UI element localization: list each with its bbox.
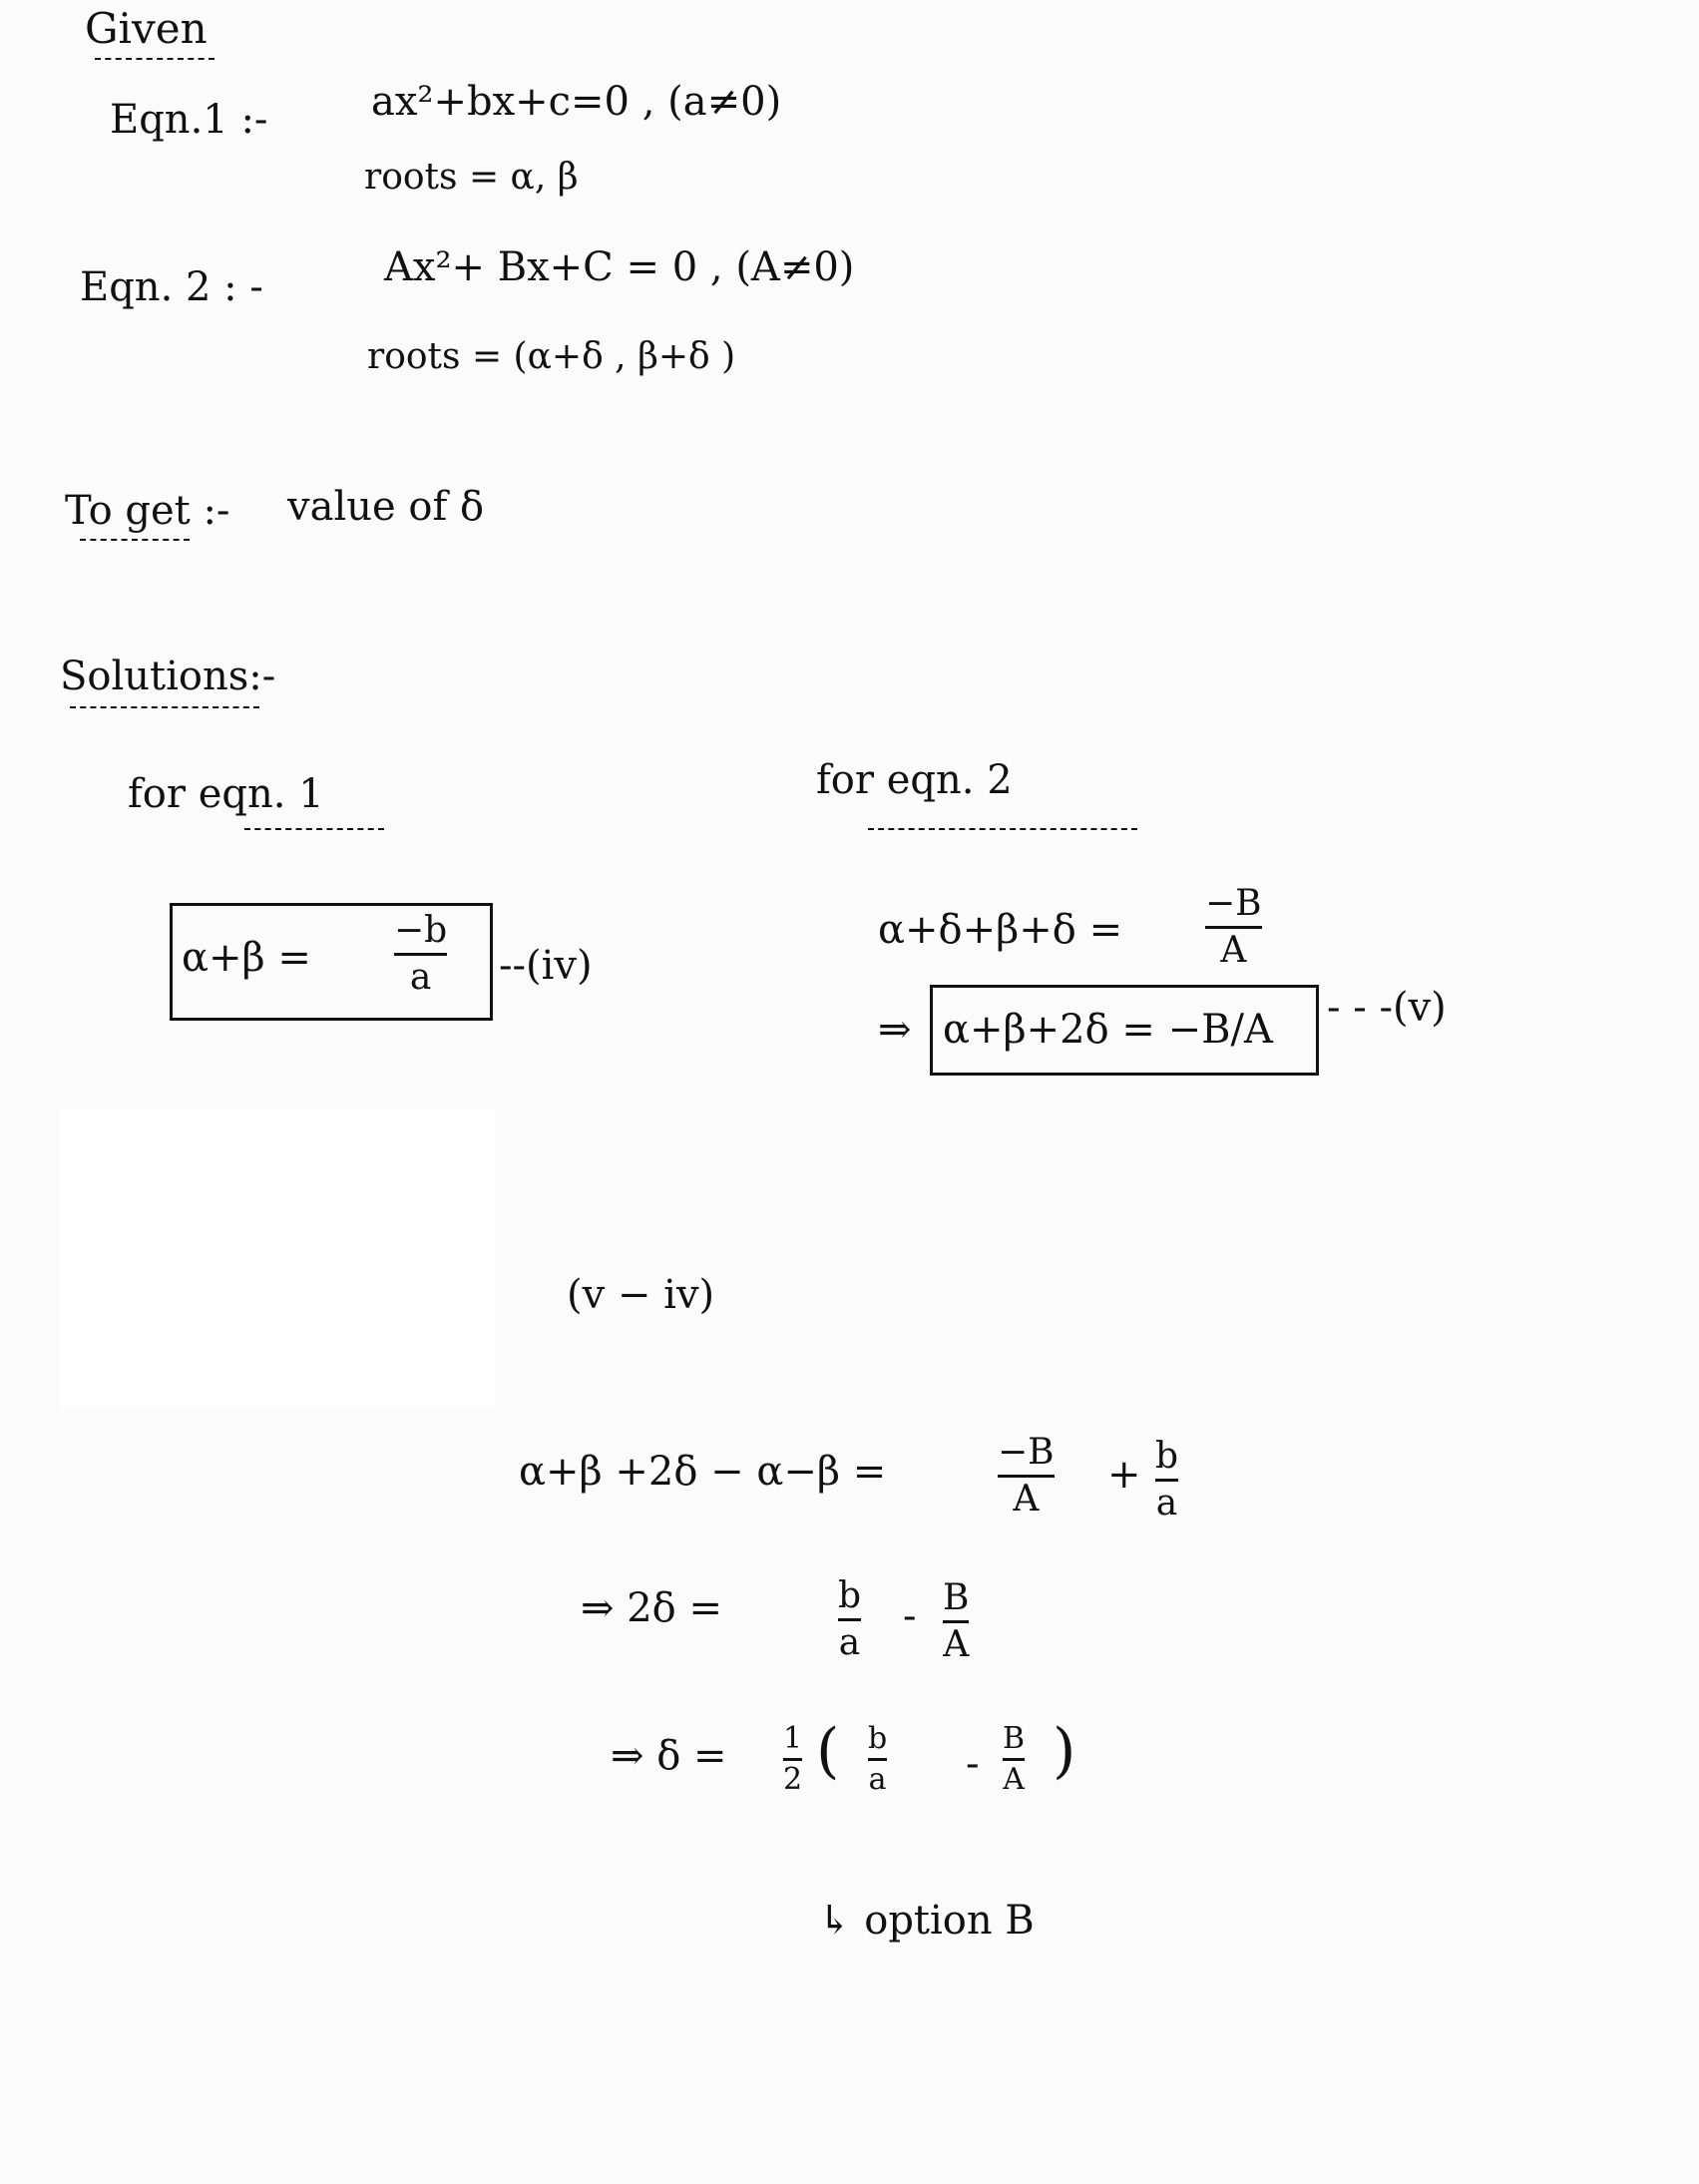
line-c-numerator-2: B — [1003, 1721, 1026, 1756]
line-a-plus: + — [1107, 1452, 1141, 1498]
eqn2-roots: roots = (α+δ , β+δ ) — [367, 336, 736, 377]
blank-patch — [60, 1109, 496, 1407]
line-b-fraction-1 — [838, 1575, 862, 1663]
line-b-fraction-2 — [943, 1577, 970, 1665]
line-b-minus: - — [903, 1593, 917, 1639]
eqn2-result: α+β+2δ = −B/A — [943, 1007, 1273, 1053]
for-eqn1-label: for eqn. 1 — [128, 771, 324, 817]
fraction-bar — [1205, 926, 1262, 929]
fraction-bar — [783, 1758, 802, 1761]
answer-option: ↳ option B — [818, 1898, 1035, 1944]
eqn1-label: Eqn.1 :- — [110, 97, 268, 143]
eqn2-label: Eqn. 2 : - — [80, 264, 263, 310]
line-c-denominator-2: A — [1003, 1762, 1025, 1797]
to-get-underline — [80, 539, 190, 541]
line-c-minus: - — [966, 1741, 980, 1787]
line-c-fraction-1 — [868, 1721, 888, 1797]
line-a-fraction-1 — [998, 1432, 1055, 1520]
fraction-bar — [838, 1618, 861, 1621]
given-heading: Given — [85, 4, 208, 53]
fraction-bar — [998, 1475, 1055, 1478]
line-a-denominator-2: a — [1155, 1483, 1178, 1524]
line-c-lhs: ⇒ δ = — [611, 1733, 727, 1779]
line-a-denominator-1: A — [1013, 1479, 1040, 1520]
line-b-denominator-1: a — [838, 1622, 861, 1663]
fraction-bar — [943, 1620, 969, 1623]
line-a-numerator-2: b — [1155, 1436, 1179, 1477]
line-b-denominator-2: A — [943, 1624, 970, 1665]
line-a-lhs: α+β +2δ − α−β = — [519, 1449, 887, 1495]
given-underline — [95, 58, 214, 60]
line-b-numerator-1: b — [838, 1575, 862, 1616]
to-get-label: To get :- — [65, 488, 230, 534]
line-c-denominator-1: a — [868, 1762, 887, 1797]
eqn1-expression: ax²+bx+c=0 , (a≠0) — [371, 79, 782, 125]
eqn2-sum-numerator: −B — [1205, 883, 1262, 924]
eqn2-sum-fraction — [1205, 883, 1262, 971]
fraction-bar — [1003, 1758, 1025, 1761]
eqn2-tag: - - -(v) — [1327, 985, 1447, 1031]
for-eqn2-label: for eqn. 2 — [816, 757, 1013, 803]
subtract-step: (v − iv) — [567, 1272, 715, 1318]
eqn2-expression: Ax²+ Bx+C = 0 , (A≠0) — [384, 244, 855, 290]
eqn1-roots: roots = α, β — [364, 157, 579, 198]
to-get-value: value of δ — [287, 484, 485, 530]
for-eqn1-underline — [244, 828, 384, 830]
fraction-bar — [1155, 1479, 1178, 1482]
line-a-fraction-2 — [1155, 1436, 1179, 1524]
line-b-lhs: ⇒ 2δ = — [581, 1585, 722, 1631]
line-c-half-denominator: 2 — [783, 1762, 803, 1797]
eqn1-result-fraction — [394, 910, 448, 998]
eqn2-sum-lhs: α+δ+β+δ = — [878, 907, 1123, 953]
line-c-close-paren: ) — [1053, 1716, 1076, 1786]
eqn1-result-numerator: −b — [394, 910, 448, 951]
eqn1-result-denominator: a — [409, 957, 432, 998]
line-c-half-numerator: 1 — [783, 1721, 803, 1756]
line-c-half — [783, 1721, 803, 1797]
implies-arrow: ⇒ — [878, 1007, 912, 1053]
line-c-numerator-1: b — [868, 1721, 888, 1756]
line-a-numerator-1: −B — [998, 1432, 1055, 1473]
line-c-open-paren: ( — [816, 1716, 840, 1786]
for-eqn2-underline — [868, 828, 1137, 830]
fraction-bar — [868, 1758, 887, 1761]
eqn1-result-lhs: α+β = — [182, 935, 311, 981]
eqn1-tag: --(iv) — [499, 943, 593, 989]
line-b-numerator-2: B — [943, 1577, 970, 1618]
eqn2-sum-denominator: A — [1220, 930, 1247, 971]
line-c-fraction-2 — [1003, 1721, 1026, 1797]
fraction-bar — [394, 953, 447, 956]
solution-underline — [70, 706, 259, 708]
solution-heading: Solutions:- — [60, 654, 276, 699]
